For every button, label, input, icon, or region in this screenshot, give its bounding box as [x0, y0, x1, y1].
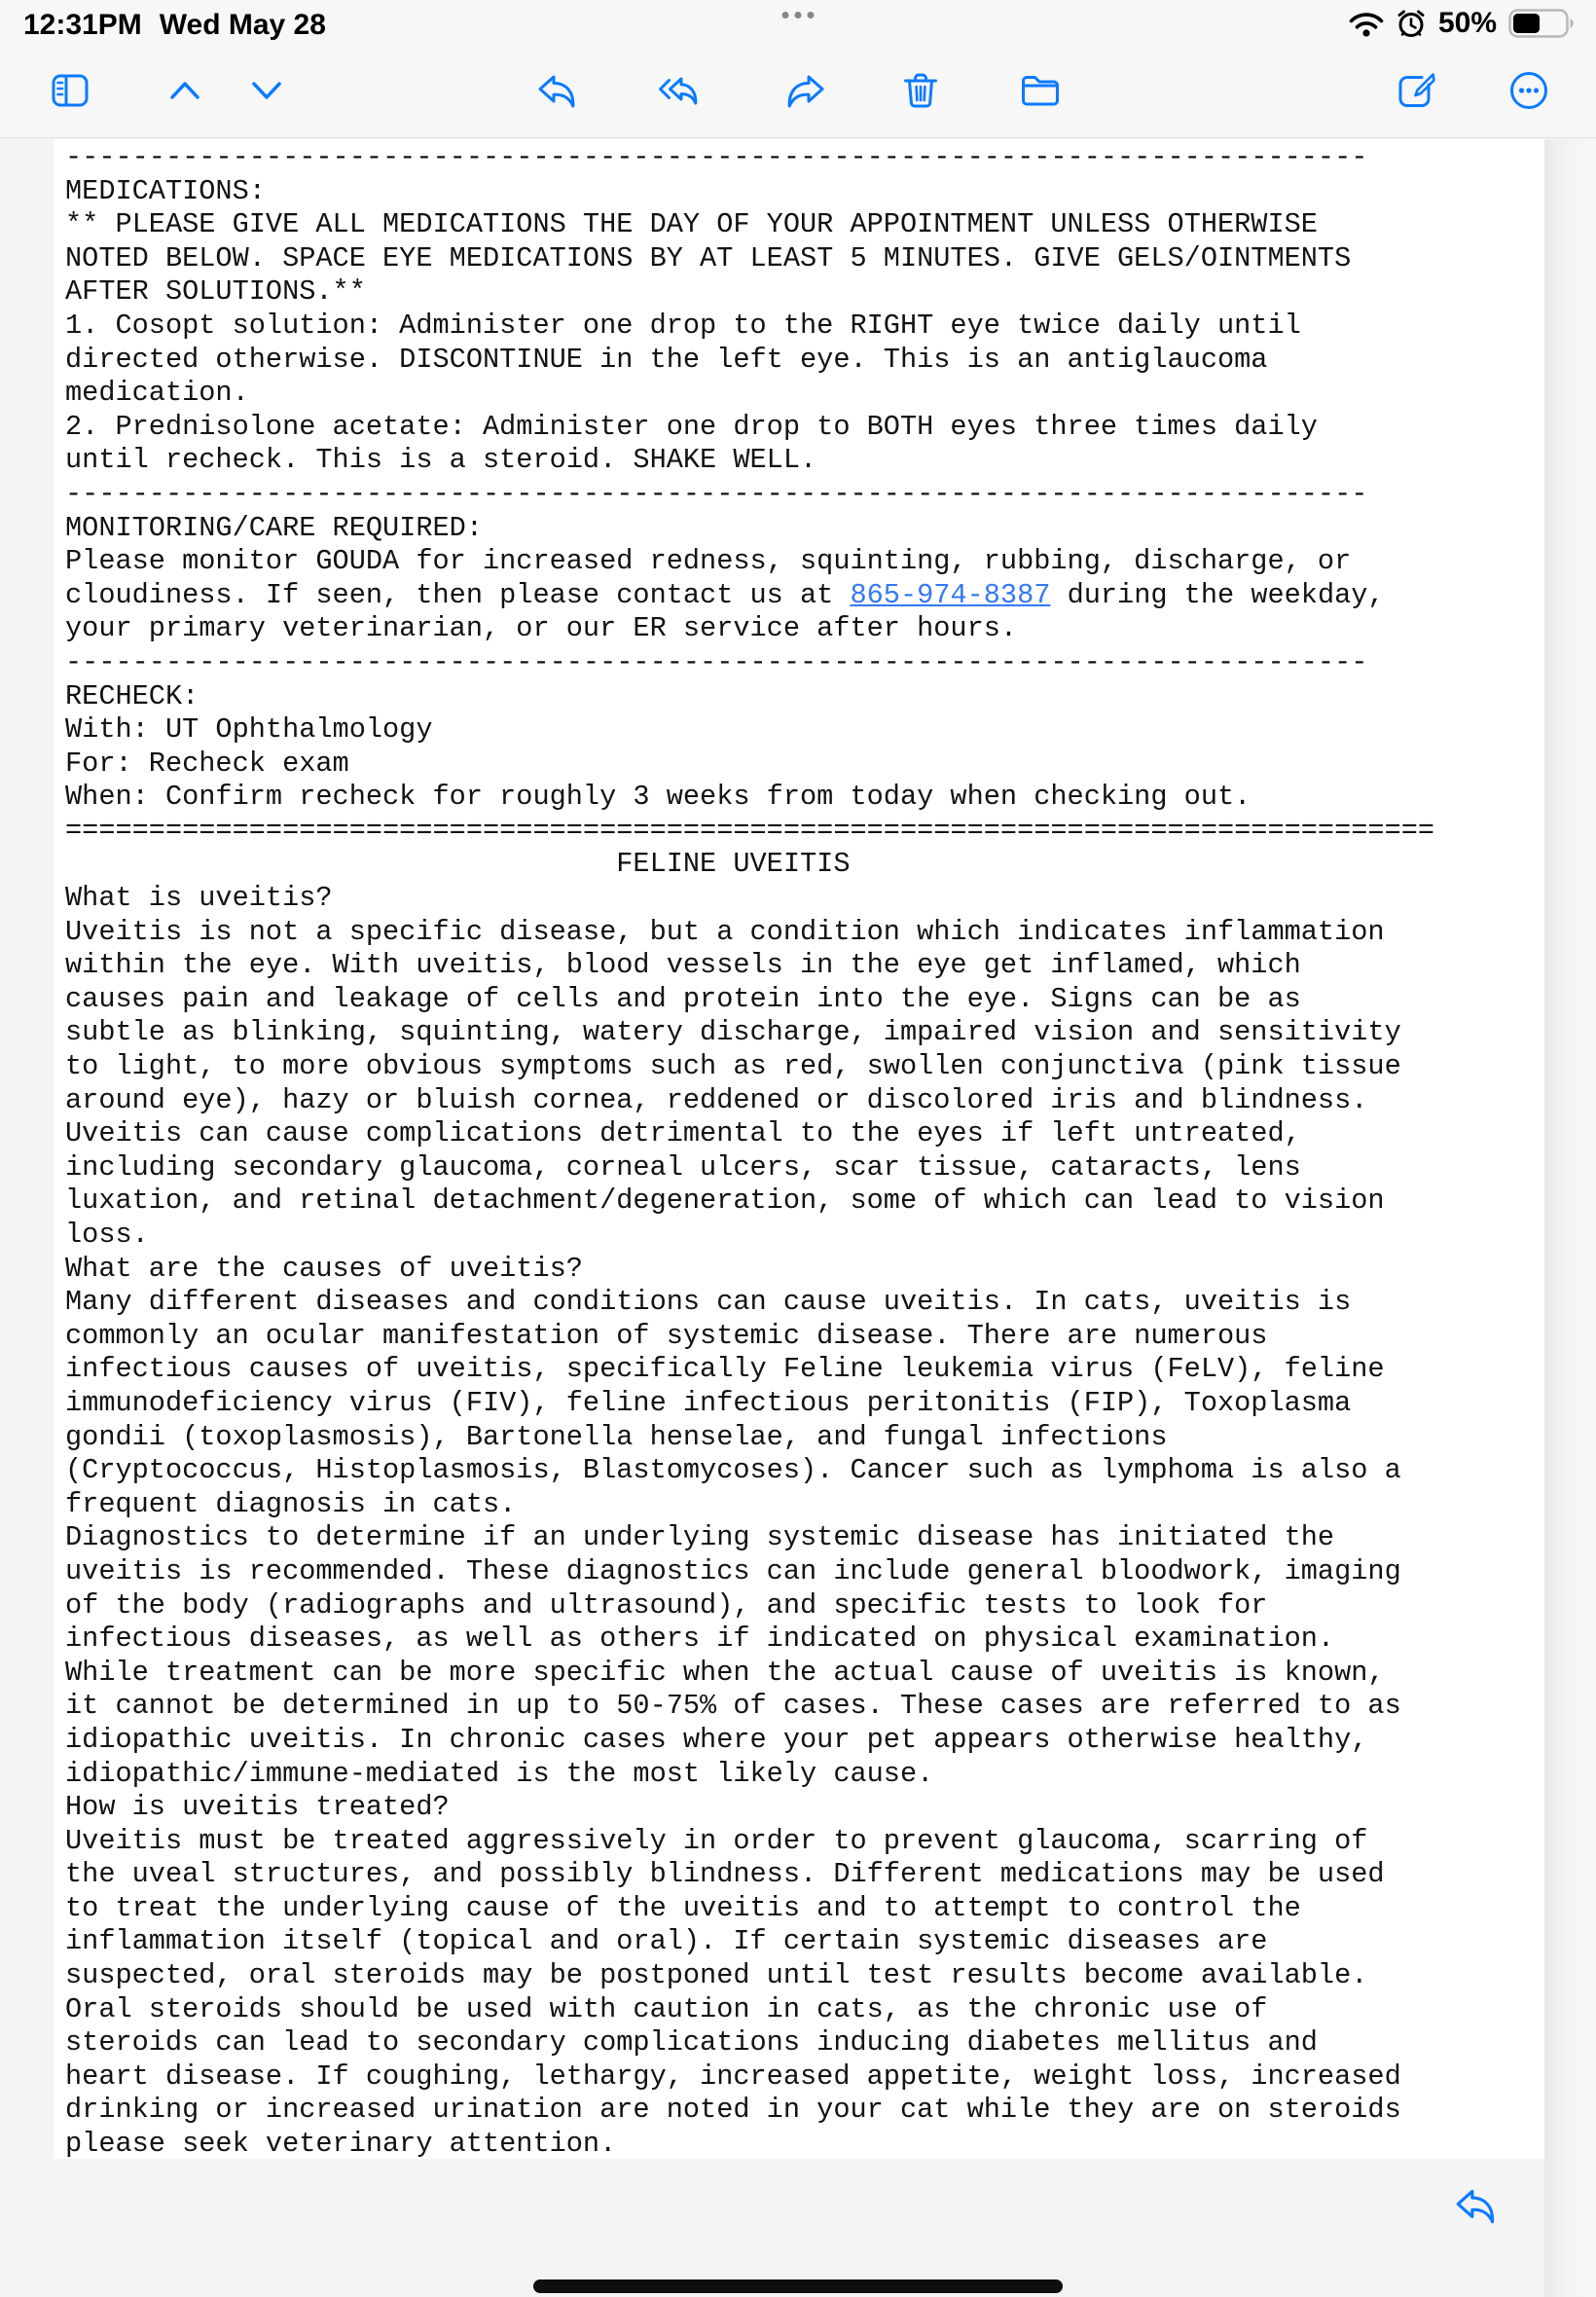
- document-line: For: Recheck exam: [65, 747, 349, 780]
- compose-button[interactable]: [1394, 68, 1438, 113]
- document-line: of the body (radiographs and ultrasound), and specific tests to look for: [65, 1588, 1268, 1622]
- document-text: during the weekday,: [1050, 578, 1385, 611]
- document-line: ------------------------------------------------------------------------------: [65, 141, 1368, 173]
- document-line: (Cryptococcus, Histoplasmosis, Blastomycoses). Cancer such as lymphoma is also a: [65, 1454, 1401, 1487]
- document-line: gondii (toxoplasmosis), Bartonella henselae, and fungal infections: [65, 1420, 1168, 1453]
- reply-icon: [1452, 2182, 1499, 2229]
- battery-icon: [1508, 8, 1575, 39]
- document-text: cloudiness. If seen, then please contact us at: [65, 578, 851, 611]
- reply-icon: [534, 68, 579, 113]
- document-line: steroids can lead to secondary complications inducing diabetes mellitus and: [65, 2026, 1318, 2060]
- document-line: When: Confirm recheck for roughly 3 weeks from today when checking out.: [65, 781, 1251, 814]
- reply-button[interactable]: [534, 68, 579, 113]
- document-line: Uveitis must be treated aggressively in order to prevent glaucoma, scarring of: [65, 1824, 1368, 1857]
- document-line: idiopathic uveitis. In chronic cases where your pet appears otherwise healthy,: [65, 1723, 1368, 1756]
- clock: 12:31PM: [23, 9, 142, 41]
- document-line: subtle as blinking, squinting, watery discharge, impaired vision and sensitivity: [65, 1016, 1401, 1049]
- document-body: [54, 139, 1544, 2159]
- document-line: uveitis is recommended. These diagnostics can include general bloodwork, imaging: [65, 1554, 1401, 1587]
- document-line: inflammation itself (topical and oral). If certain systemic diseases are: [65, 1925, 1268, 1958]
- document-line: What are the causes of uveitis?: [65, 1252, 583, 1285]
- document-line: ------------------------------------------------------------------------------: [65, 477, 1368, 510]
- document-line: 1. Cosopt solution: Administer one drop to the RIGHT eye twice daily until: [65, 309, 1301, 342]
- reply-all-icon: [656, 68, 701, 113]
- next-message-button[interactable]: [247, 68, 286, 113]
- document-line: Please monitor GOUDA for increased redness, squinting, rubbing, discharge, or: [65, 545, 1352, 578]
- document-line: Oral steroids should be used with caution in cats, as the chronic use of: [65, 1992, 1268, 2025]
- right-edge-shadow: [1544, 139, 1596, 2297]
- phone-link[interactable]: 865-974-8387: [850, 578, 1051, 611]
- document-line: AFTER SOLUTIONS.**: [65, 275, 366, 309]
- document-line: immunodeficiency virus (FIV), feline infectious peritonitis (FIP), Toxoplasma: [65, 1386, 1352, 1419]
- document-line: infectious diseases, as well as others if indicated on physical examination.: [65, 1622, 1335, 1656]
- document-line: MONITORING/CARE REQUIRED:: [65, 511, 483, 544]
- more-button[interactable]: [1506, 68, 1551, 113]
- previous-message-button[interactable]: [165, 68, 204, 113]
- document-line: the uveal structures, and possibly blindness. Different medications may be used: [65, 1858, 1385, 1891]
- compose-icon: [1394, 68, 1438, 113]
- document-line: FELINE UVEITIS: [65, 848, 851, 881]
- multitasking-indicator[interactable]: [782, 12, 815, 18]
- document-line: causes pain and leakage of cells and protein into the eye. Signs can be as: [65, 982, 1301, 1015]
- document-line: around eye), hazy or bluish cornea, reddened or discolored iris and blindness.: [65, 1083, 1368, 1116]
- document-line: it cannot be determined in up to 50-75% of cases. These cases are referred to as: [65, 1690, 1401, 1723]
- document-line: idiopathic/immune-mediated is the most likely cause.: [65, 1757, 934, 1790]
- document-line: MEDICATIONS:: [65, 174, 266, 207]
- message-body: [54, 139, 1544, 2159]
- document-line: With: UT Ophthalmology: [65, 713, 433, 747]
- document-line: heart disease. If coughing, lethargy, increased appetite, weight loss, increased: [65, 2060, 1401, 2093]
- alarm-icon: [1396, 8, 1427, 39]
- document-line: ------------------------------------------------------------------------------: [65, 645, 1368, 678]
- document-line: infectious causes of uveitis, specifically Feline leukemia virus (FeLV), feline: [65, 1353, 1385, 1386]
- chevron-down-icon: [247, 68, 286, 113]
- folder-icon: [1018, 68, 1063, 113]
- document-line: Many different diseases and conditions can cause uveitis. In cats, uveitis is: [65, 1286, 1352, 1319]
- move-to-folder-button[interactable]: [1018, 68, 1063, 113]
- document-line: to light, to more obvious symptoms such as red, swollen conjunctiva (pink tissue: [65, 1050, 1401, 1083]
- forward-button[interactable]: [783, 68, 828, 113]
- document-line: [65, 579, 1544, 613]
- document-line: What is uveitis?: [65, 882, 333, 915]
- document-line: to treat the underlying cause of the uveitis and to attempt to control the: [65, 1891, 1301, 1924]
- document-line: ** PLEASE GIVE ALL MEDICATIONS THE DAY OF YOUR APPOINTMENT UNLESS OTHERWISE: [65, 208, 1318, 241]
- document-line: your primary veterinarian, or our ER service after hours.: [65, 612, 1018, 645]
- document-line: While treatment can be more specific when the actual cause of uveitis is known,: [65, 1656, 1385, 1689]
- reply-all-button[interactable]: [656, 68, 701, 113]
- home-indicator[interactable]: [533, 2279, 1063, 2293]
- document-line: NOTED BELOW. SPACE EYE MEDICATIONS BY AT LEAST 5 MINUTES. GIVE GELS/OINTMENTS: [65, 241, 1352, 274]
- forward-icon: [783, 68, 828, 113]
- date: Wed May 28: [159, 9, 326, 41]
- ellipsis-circle-icon: [1506, 68, 1551, 113]
- document-line: directed otherwise. DISCONTINUE in the left eye. This is an antiglaucoma: [65, 343, 1268, 376]
- sidebar-icon: [48, 68, 92, 113]
- document-line: suspected, oral steroids may be postponed until test results become available.: [65, 1959, 1368, 1992]
- document-line: How is uveitis treated?: [65, 1791, 450, 1824]
- document-line: RECHECK:: [65, 679, 200, 712]
- document-line: 2. Prednisolone acetate: Administer one drop to BOTH eyes three times daily: [65, 410, 1318, 443]
- status-bar-right: [1349, 7, 1575, 40]
- document-line: drinking or increased urination are noted in your cat while they are on steroids: [65, 2094, 1401, 2127]
- document-line: Uveitis can cause complications detrimental to the eyes if left untreated,: [65, 1117, 1301, 1150]
- document-line: loss.: [65, 1219, 149, 1251]
- document-line: commonly an ocular manifestation of systemic disease. There are numerous: [65, 1319, 1268, 1352]
- document-line: frequent diagnosis in cats.: [65, 1487, 517, 1520]
- sidebar-toggle-button[interactable]: [48, 68, 92, 113]
- wifi-icon: [1349, 11, 1384, 37]
- top-chrome: [0, 0, 1596, 138]
- trash-icon: [898, 68, 943, 113]
- battery-percent: 50%: [1437, 7, 1497, 39]
- document-line: medication.: [65, 377, 249, 410]
- document-line: including secondary glaucoma, corneal ulcers, scar tissue, cataracts, lens: [65, 1150, 1301, 1184]
- document-line: please seek veterinary attention.: [65, 2128, 617, 2159]
- document-line: Uveitis is not a specific disease, but a condition which indicates inflammation: [65, 915, 1385, 948]
- document-line: Diagnostics to determine if an underlying systemic disease has initiated the: [65, 1521, 1335, 1554]
- chevron-up-icon: [165, 68, 204, 113]
- delete-button[interactable]: [898, 68, 943, 113]
- quick-reply-button[interactable]: [1452, 2182, 1499, 2229]
- document-line: luxation, and retinal detachment/degeneration, some of which can lead to vision: [65, 1185, 1385, 1218]
- document-line: ==================================================================================: [65, 814, 1435, 847]
- document-line: until recheck. This is a steroid. SHAKE WELL.: [65, 444, 817, 477]
- status-bar-left: [23, 9, 326, 42]
- document-line: within the eye. With uveitis, blood vessels in the eye get inflamed, which: [65, 949, 1301, 982]
